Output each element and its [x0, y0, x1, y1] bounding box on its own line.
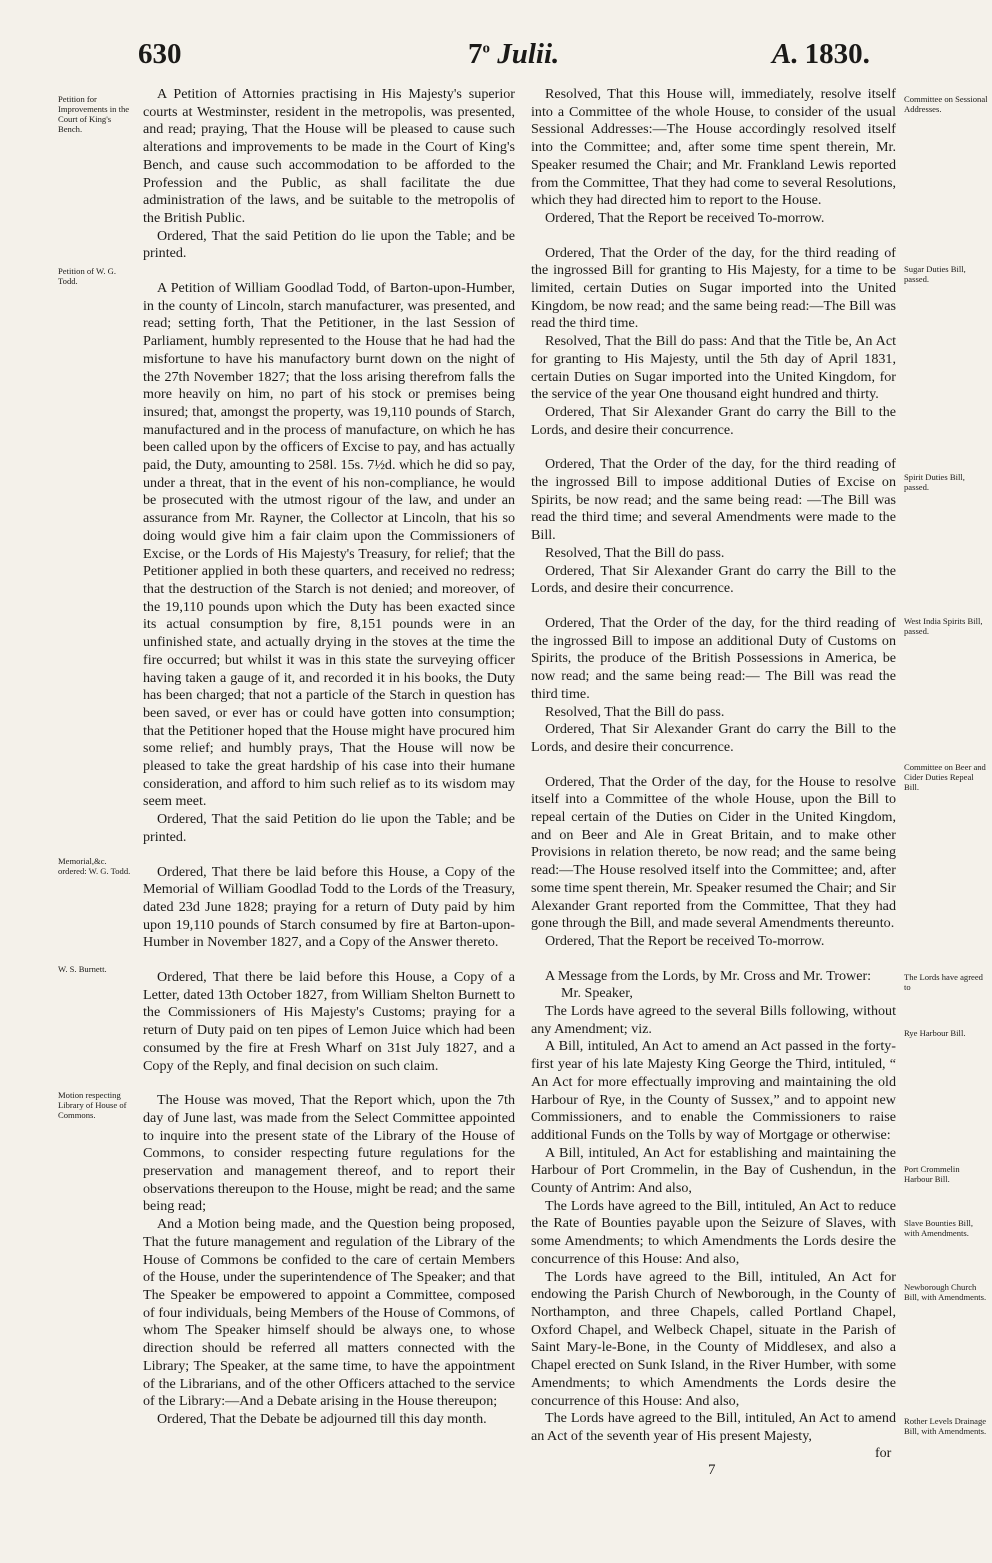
entry-spirit-duties	[531, 456, 896, 598]
entry-burnett-letter	[143, 969, 515, 1075]
paragraph: The Lords have agreed to the Bill, intituled, An Act for endowing the Parish Church of Newborough, in the County of Northampton, and three Chapels, called Portland Chapel, Oxford Chapel, and Welbeck Chapel, situate in the Parish of Saint Mary-le-Bone, in the County of Middlesex, and also a Chapel erected on Sunk Island, in the River Humber, with some Amendments; to which Amendments the Lords desire the concurrence of this House: And also,	[531, 1268, 896, 1409]
running-header	[0, 38, 992, 78]
paragraph: Ordered, That the Order of the day, for the third reading of the ingrossed Bill to impose an additional Duty of Customs on Spirits, the produce of the British Possessions in America, be now read; and the same being read:— The Bill was read the third time.	[531, 614, 896, 702]
paragraph: Ordered, That the Order of the day, for the House to resolve itself into a Committee of the whole House, upon the Bill to repeal certain of the Duties on Cider in the United Kingdom, and on Beer and Ale in Great Britain, and to make other Provisions in relation thereto, be now read; and the same being read:—The House resolved itself into the Committee; and, after some time spent therein, Mr. Speaker resumed the Chair; and Sir Alexander Grant reported from the Committee, That they had gone through the Bill, and made several Amendments thereunto.	[531, 773, 896, 932]
entry-west-india-spirits	[531, 615, 896, 757]
paragraph: A Petition of Attornies practising in His Majesty's superior courts at Westminster, resident in the metropolis, was presented, and read; praying, That the House will be pleased to cause such alterations and improvements to be made in the Court of King's Bench, and cause such accommodation to be afforded to the Profession and the Public, as shall facilitate the due administration of the laws, and be suitable to the metropolis of the British Public.	[143, 86, 515, 226]
margin-note: Committee on Beer and Cider Duties Repeal Bill.	[904, 762, 986, 792]
paragraph: Ordered, That there be laid before this House, a Copy of a Letter, dated 13th October 1827, from William Shelton Burnett to the Commissioners of His Majesty's Customs; praying for a return of Duty paid on ten pipes of Lemon Juice which had been consumed by the fire at Fresh Wharf on 31st July 1827, and a Copy of the Reply, and final decision on such claim.	[143, 969, 515, 1074]
margin-note: Newborough Church Bill, with Amendments.	[904, 1282, 987, 1302]
paragraph: A Message from the Lords, by Mr. Cross and Mr. Trower:	[545, 967, 872, 984]
margin-note: Motion respecting Library of House of Commons.	[58, 1090, 127, 1120]
date-superscript: o	[482, 40, 490, 57]
margin-note: Sugar Duties Bill, passed.	[904, 264, 966, 284]
paragraph: Mr. Speaker,	[561, 985, 633, 1002]
margin-note: Rye Harbour Bill.	[904, 1028, 966, 1038]
paragraph: Ordered, That the Report be received To-morrow.	[545, 209, 825, 226]
margin-note: Memorial,&c. ordered: W. G. Todd.	[58, 856, 131, 876]
entry-library-motion	[143, 1092, 515, 1428]
paragraph: A Bill, intituled, An Act for establishing and maintaining the Harbour of Port Crommelin, in the Bay of Cushendun, in the County of Antrim: And also,	[531, 1144, 896, 1197]
paragraph: A Bill, intituled, An Act to amend an Act passed in the forty-first year of his late Majesty King George the Third, intituled, “ An Act for more effectually improving and maintaining the old Harbour of Rye, in the County of Sussex,” and to appoint new Commissioners, and to enable the Commissioners to raise additional Funds on the Tolls by way of Mortgage or otherwise:	[531, 1038, 896, 1143]
paragraph: The Lords have agreed to the Bill, intituled, An Act to reduce the Rate of Bounties payable upon the Seizure of Slaves, with some Amendments; to which Amendments the Lords desire the concurrence of this House: And also,	[531, 1197, 896, 1267]
entry-sugar-duties	[531, 245, 896, 440]
paragraph: Ordered, That the Order of the day, for the third reading of the ingrossed Bill for granting to His Majesty, for a time to be limited, certain Duties on Sugar imported into the United Kingdom, be now read; and the same being read:—The Bill was read the third time.	[531, 244, 896, 332]
date-month: Julii.	[497, 38, 560, 70]
signature-mark: 7	[708, 1462, 716, 1478]
entry-beer-cider-committee	[531, 774, 896, 951]
entry-attornies-petition	[143, 86, 515, 263]
paragraph: The House was moved, That the Report which, upon the 7th day of June last, was made from the Select Committee appointed to inquire into the present state of the Library of the House of Commons, to consider respecting future regulations for the preservation and management thereof, and to report their observations thereupon to the House, might be read; and the same being read;	[143, 1092, 515, 1215]
margin-note: The Lords have agreed to	[904, 972, 983, 992]
paragraph: Ordered, That there be laid before this House, a Copy of the Memorial of William Goodlad Todd to the Lords of the Treasury, dated 23d June 1828; praying for a return of Duty paid by him upon 19,110 pounds of Starch consumed by fire at Barton-upon-Humber in November 1827, and a Copy of the Answer thereto.	[143, 863, 515, 951]
right-column	[531, 86, 896, 1463]
paragraph: Resolved, That this House will, immediately, resolve itself into a Committee of the whole House, to consider of the usual Sessional Addresses:—The House accordingly resolved itself into the Committee; and, after some time spent therein, Mr. Speaker resumed the Chair; and Mr. Frankland Lewis reported from the Committee, That they had come to several Resolutions, which they had directed him to report to the House.	[531, 86, 896, 209]
entry-lords-message	[531, 968, 896, 1446]
year	[772, 38, 870, 71]
paragraph: Ordered, That the Debate be adjourned till this day month.	[157, 1410, 487, 1427]
paragraph: The Lords have agreed to the Bill, intituled, An Act to amend an Act of the seventh year of His present Majesty,	[531, 1410, 896, 1444]
year-number: 1830.	[804, 38, 870, 70]
page-number: 630	[138, 38, 182, 70]
paragraph: Ordered, That the Order of the day, for the third reading of the ingrossed Bill to impose additional Duties of Excise on Spirits, be now read; and the same being read: —The Bill was read the third time; and several Amendments were made to the Bill.	[531, 456, 896, 544]
margin-note: Spirit Duties Bill, passed.	[904, 472, 965, 492]
margin-note: Petition for Improvements in the Court of King's Bench.	[58, 94, 130, 134]
catchword: for	[875, 1446, 892, 1461]
margin-note: Committee on Sessional Addresses.	[904, 94, 988, 114]
year-letter: A.	[772, 38, 799, 70]
margin-note: Slave Bounties Bill, with Amendments.	[904, 1218, 973, 1238]
margin-note: Petition of W. G. Todd.	[58, 266, 117, 286]
paragraph: A Petition of William Goodlad Todd, of Barton-upon-Humber, in the county of Lincoln, starch manufacturer, was presented, and read; setting forth, That the Petitioner, in the last Session of Parliament, humbly represented to the House that he had had the misfortune to have his manufactory burnt down on the night of the 27th November 1827; that the loss arising therefrom falls the more heavily on him, no part of his stock or premises being insured; that, amongst the property, was 19,110 pounds of Starch, manufactured and in the process of manufacture, on which he has been called upon by the officers of Excise to pay, and has actually paid, the Duty, amounting to 258l. 15s. 7½d. which he did so pay, under a threat, that in the event of his non-compliance, he would be prosecuted with the utmost rigour of the law, and under an assurance from Mr. Rayner, the Collector at Lincoln, that his so doing would give him a fair claim upon the Commissioners of Excise, or the Lords of His Majesty's Treasury, for relief; that the Petitioner applied in both these quarters, and received no redress; that the destruction of the Starch is not denied; and moreover, of the 19,110 pounds upon which the Duty has been exacted since its actual consumption by fire, 8,151 pounds were in an unfinished state, and actually drying in the stoves at the time the fire occurred; but whilst it was in this state the surveying officer having taken a gauge of it, and recorded it in his books, the Duty has been charged; that not a particle of the Starch in question has been saved, or ever has or could have gotten into consumption; that the Petitioner hoped that the House might have procured him some relief; and humbly prays, That the House will now be pleased to take the great hardship of his case into their humane consideration, and afford to him such relief as to its wisdom may seem meet.	[143, 280, 515, 810]
paragraph: The Lords have agreed to the several Bills following, without any Amendment; viz.	[531, 1003, 896, 1037]
paragraph: Ordered, That Sir Alexander Grant do carry the Bill to the Lords, and desire their concurrence.	[531, 562, 896, 597]
margin-note: Port Crommelin Harbour Bill.	[904, 1164, 960, 1184]
entry-sessional-addresses	[531, 86, 896, 228]
date-day: 7	[468, 38, 483, 70]
paragraph: Resolved, That the Bill do pass.	[545, 703, 725, 720]
paragraph: Ordered, That Sir Alexander Grant do carry the Bill to the Lords, and desire their concurrence.	[531, 721, 896, 755]
entry-todd-petition	[143, 280, 515, 847]
paragraph: And a Motion being made, and the Question being proposed, That the future management and regulation of the Library of the House of Commons be confided to the care of certain Members of the House, under the superintendence of The Speaker; and that The Speaker be empowered to appoint a Committee, composed of four individuals, being Members of the House of Commons, of whom The Speaker himself should be always one, to whose direction should be referred all matters connected with the Library; The Speaker, at the same time, to have the appointment of the Librarians, and of the other Officers attached to the service of the Library:—And a Debate arising in the House thereupon;	[143, 1216, 515, 1410]
paragraph: Resolved, That the Bill do pass: And that the Title be, An Act for granting to His Majesty, until the 5th day of April 1831, certain Duties on Sugar imported into the United Kingdom, for the service of the year One thousand eight hundred and thirty.	[531, 333, 896, 403]
paragraph: Ordered, That Sir Alexander Grant do carry the Bill to the Lords, and desire their concurrence.	[531, 403, 896, 438]
paragraph: Resolved, That the Bill do pass.	[545, 544, 725, 561]
sitting-date	[468, 38, 559, 71]
paragraph: Ordered, That the said Petition do lie upon the Table; and be printed.	[143, 811, 515, 845]
entry-todd-memorial	[143, 864, 515, 953]
margin-note: Rother Levels Drainage Bill, with Amendments.	[904, 1416, 987, 1436]
paragraph: Ordered, That the said Petition do lie upon the Table; and be printed.	[143, 227, 515, 262]
margin-note: W. S. Burnett.	[58, 964, 107, 974]
left-column	[143, 86, 515, 1446]
paragraph: Ordered, That the Report be received To-morrow.	[545, 932, 825, 949]
margin-note: West India Spirits Bill, passed.	[904, 616, 983, 636]
